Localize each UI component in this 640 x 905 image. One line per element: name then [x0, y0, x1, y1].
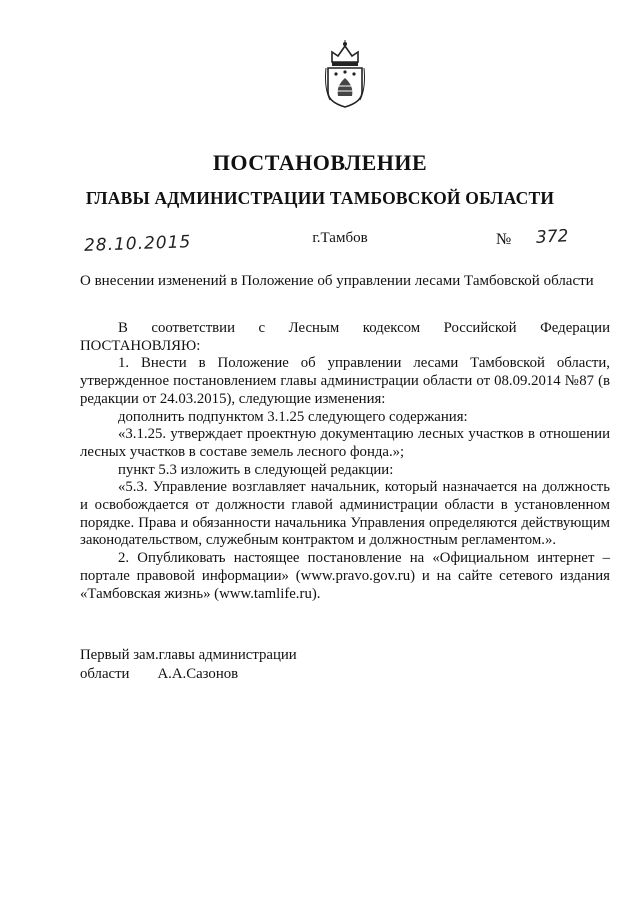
- paragraph-item-5-3: «5.3. Управление возглавляет начальник, который назначается на должность и освобождается от должности главой администрации области в установленном порядке. Права и обязанности начальника Управления определяются действующим законодательством, служебным контрактом и должностным регламентом.».: [80, 479, 610, 549]
- document-subtitle: ГЛАВЫ АДМИНИСТРАЦИИ ТАМБОВСКОЙ ОБЛАСТИ: [85, 188, 555, 208]
- handwritten-date: 28.10.2015: [83, 232, 192, 256]
- document-body: [80, 320, 610, 603]
- signature-name: А.А.Сазонов: [157, 666, 239, 682]
- signature-region: области: [80, 666, 130, 682]
- paragraph-item-2: 2. Опубликовать настоящее постановление на «Официальном интернет – портале правовой информации» (www.pravo.gov.ru) и на сайте сетевого издания «Тамбовская жизнь» (www.tamlife.ru).: [80, 550, 610, 602]
- paragraph-item-1: 1. Внести в Положение об управлении лесами Тамбовской области, утвержденное постановлением главы администрации области от 08.09.2014 №87 (в редакции от 24.03.2015), следующие изменения:: [80, 355, 610, 407]
- document-title: ПОСТАНОВЛЕНИЕ: [212, 150, 428, 175]
- paragraph-resolve: ПОСТАНОВЛЯЮ:: [80, 337, 201, 354]
- number-label: №: [496, 231, 512, 248]
- signature-line: [80, 665, 297, 684]
- document-subject: О внесении изменений в Положение об управлении лесами Тамбовской области: [80, 273, 594, 289]
- paragraph-subitem-3-1-25: «3.1.25. утверждает проектную документацию лесных участков в отношении лесных участков в составе земель лесного фонда.»;: [80, 426, 610, 460]
- paragraph-preamble: В соответствии с Лесным кодексом Российской Федерации: [118, 320, 610, 336]
- handwritten-number: 372: [535, 226, 569, 248]
- coat-of-arms-icon: [322, 40, 368, 108]
- city-label: г.Тамбов: [312, 230, 368, 246]
- signature-position: Первый зам.главы администрации: [80, 647, 297, 663]
- paragraph-add-subitem: дополнить подпунктом 3.1.25 следующего содержания:: [118, 408, 468, 425]
- coat-of-arms-emblem: [322, 40, 368, 108]
- paragraph-item-5-3-intro: пункт 5.3 изложить в следующей редакции:: [118, 461, 394, 478]
- signature-block: [80, 646, 297, 684]
